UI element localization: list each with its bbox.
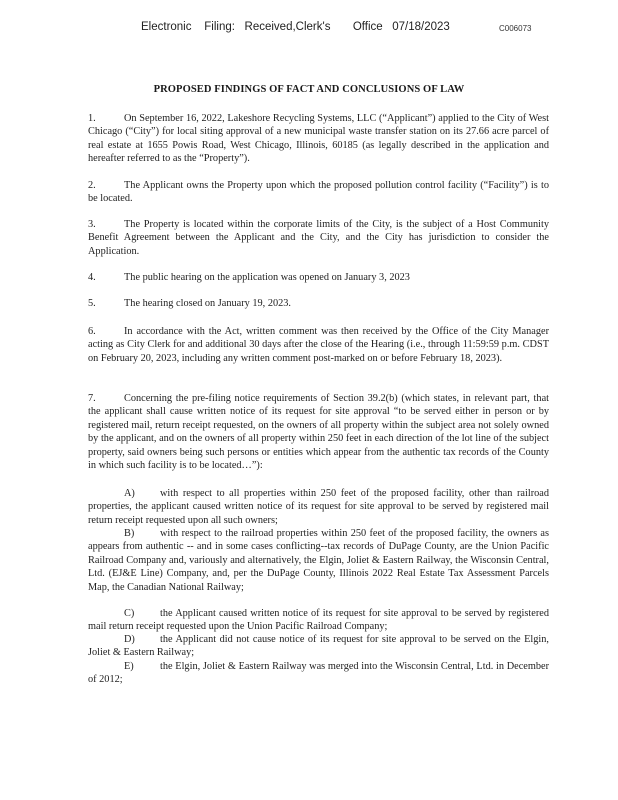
subparagraph-label: E) [124,661,134,672]
filing-stamp: Electronic Filing: Received,Clerk's Office 07/18/2023 [141,21,450,33]
paragraph-7 [88,392,549,472]
paragraph-text: The Applicant owns the Property upon which the proposed pollution control facility (“Facility”) is to be located. [88,180,549,205]
subparagraph-e [88,660,549,687]
paragraph-2 [88,179,549,206]
paragraph-1 [88,112,549,166]
paragraph-number: 4. [88,272,96,283]
subparagraph-text: the Applicant caused written notice of its request for site approval to be served by registered mail return receipt requested upon the Union Pacific Railroad Company; [88,608,549,633]
subparagraph-label: C) [124,608,135,619]
subparagraph-d [88,633,549,660]
paragraph-5 [88,297,549,310]
paragraph-number: 1. [88,113,96,124]
subparagraph-text: with respect to all properties within 250 feet of the proposed facility, other than railroad properties, the applicant caused written notice of its request for site approval to be served by registered mail return receipt requested upon all such owners; [88,488,549,526]
paragraph-6 [88,325,549,365]
subparagraph-c [88,607,549,634]
paragraph-text: The Property is located within the corporate limits of the City, is the subject of a Host Community Benefit Agreement between the Applicant and the City, and the City has jurisdiction to consider the Application. [88,219,549,257]
paragraph-number: 6. [88,326,96,337]
document-code: C006073 [499,24,532,33]
subparagraph-label: D) [124,634,135,645]
paragraph-number: 7. [88,393,96,404]
paragraph-text: The hearing closed on January 19, 2023. [124,298,291,309]
subparagraph-label: B) [124,528,135,539]
paragraph-text: On September 16, 2022, Lakeshore Recycling Systems, LLC (“Applicant”) applied to the City of West Chicago (“City”) for local siting approval of a new municipal waste transfer station on its 27.66 acre parcel of real estate at 1655 Powis Road, West Chicago, Illinois, 60185 (as legally described in the application and hereafter referred to as the “Property”). [88,113,549,165]
paragraph-number: 2. [88,180,96,191]
paragraph-text: Concerning the pre-filing notice requirements of Section 39.2(b) (which states, in relevant part, that the applicant shall cause written notice of its request for site approval “to be served either in person or by registered mail, return receipt requested, on the owners of all property within the subject area not solely owned by the applicant, and on the owners of all property within 250 feet in each direction of the lot line of the subject property, said owners being such persons or entities which appear from the authentic tax records of the County in which such facility is to be located…”): [88,393,549,472]
document-title: PROPOSED FINDINGS OF FACT AND CONCLUSIONS OF LAW [153,84,465,95]
subparagraph-text: the Elgin, Joliet & Eastern Railway was merged into the Wisconsin Central, Ltd. in December of 2012; [88,661,549,686]
paragraph-text: In accordance with the Act, written comment was then received by the Office of the City Manager acting as City Clerk for and additional 30 days after the close of the Hearing (i.e., through 11:59:59 p.m. CDST on February 20, 2023, including any written comment post-marked on or before February 18, 2023). [88,326,549,364]
subparagraph-a [88,487,549,527]
paragraph-3 [88,218,549,258]
paragraph-text: The public hearing on the application was opened on January 3, 2023 [124,272,410,283]
subparagraph-label: A) [124,488,135,499]
paragraph-number: 5. [88,298,96,309]
subparagraph-text: the Applicant did not cause notice of its request for site approval to be served on the Elgin, Joliet & Eastern Railway; [88,634,549,659]
subparagraph-text: with respect to the railroad properties within 250 feet of the proposed facility, the owners as appears from authentic -- and in some cases conflicting--tax records of DuPage County, are the Union Pacific Railroad Company and, variously and alternatively, the Elgin, Joliet & Eastern Railway, the Wisconsin Central, Ltd. (EJ&E Line) Company, and, per the DuPage County, Illinois 2022 Real Estate Tax Assessment Parcels Map, the Canadian National Railway; [88,528,549,593]
paragraph-number: 3. [88,219,96,230]
paragraph-4 [88,271,549,284]
subparagraph-b [88,527,549,594]
